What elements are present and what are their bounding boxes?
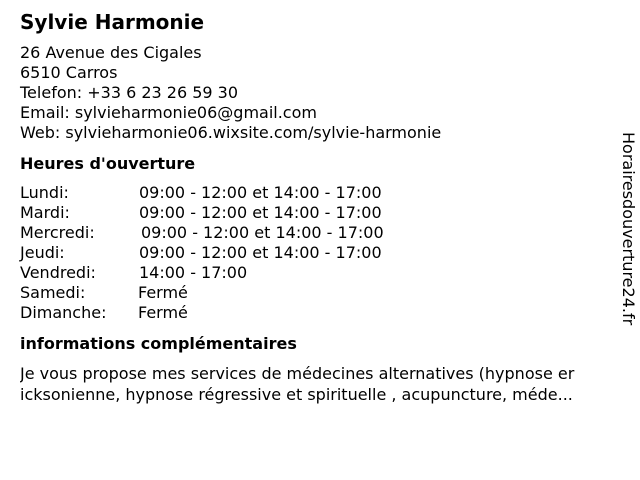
business-card xyxy=(20,10,625,405)
hours-time: Fermé xyxy=(138,283,188,302)
hours-row-mercredi xyxy=(20,223,625,243)
hours-time: 09:00 - 12:00 et 14:00 - 17:00 xyxy=(139,183,382,202)
info-line-2: icksonienne, hypnose régressive et spirituelle , acupuncture, méde... xyxy=(20,385,573,404)
web-line: Web: sylvieharmonie06.wixsite.com/sylvie-harmonie xyxy=(20,123,442,142)
hours-day: Lundi: xyxy=(20,183,69,202)
hours-time: 09:00 - 12:00 et 14:00 - 17:00 xyxy=(139,243,382,262)
hours-day: Dimanche: xyxy=(20,303,107,322)
hours-time: 09:00 - 12:00 et 14:00 - 17:00 xyxy=(139,203,382,222)
hours-row-samedi xyxy=(20,283,625,303)
email-line: Email: sylvieharmonie06@gmail.com xyxy=(20,103,317,122)
hours-day: Mercredi: xyxy=(20,223,95,242)
business-name: Sylvie Harmonie xyxy=(20,10,205,34)
hours-row-dimanche xyxy=(20,303,625,323)
hours-time: 14:00 - 17:00 xyxy=(139,263,248,282)
info-title: informations complémentaires xyxy=(20,334,297,353)
hours-time: 09:00 - 12:00 et 14:00 - 17:00 xyxy=(141,223,384,242)
hours-list xyxy=(20,183,625,323)
hours-row-jeudi xyxy=(20,243,625,263)
phone-line: Telefon: +33 6 23 26 59 30 xyxy=(20,83,239,102)
hours-time: Fermé xyxy=(138,303,188,322)
hours-row-vendredi xyxy=(20,263,625,283)
hours-day: Samedi: xyxy=(20,283,86,302)
info-line-1: Je vous propose mes services de médecines alternatives (hypnose er xyxy=(20,364,575,383)
address-street: 26 Avenue des Cigales xyxy=(20,43,202,62)
hours-row-mardi xyxy=(20,203,625,223)
hours-row-lundi xyxy=(20,183,625,203)
hours-title: Heures d'ouverture xyxy=(20,154,196,173)
hours-day: Vendredi: xyxy=(20,263,96,282)
hours-day: Jeudi: xyxy=(20,243,65,262)
address-city: 6510 Carros xyxy=(20,63,118,82)
brand-watermark: Horairesdouverture24.fr xyxy=(619,132,638,326)
hours-day: Mardi: xyxy=(20,203,70,222)
